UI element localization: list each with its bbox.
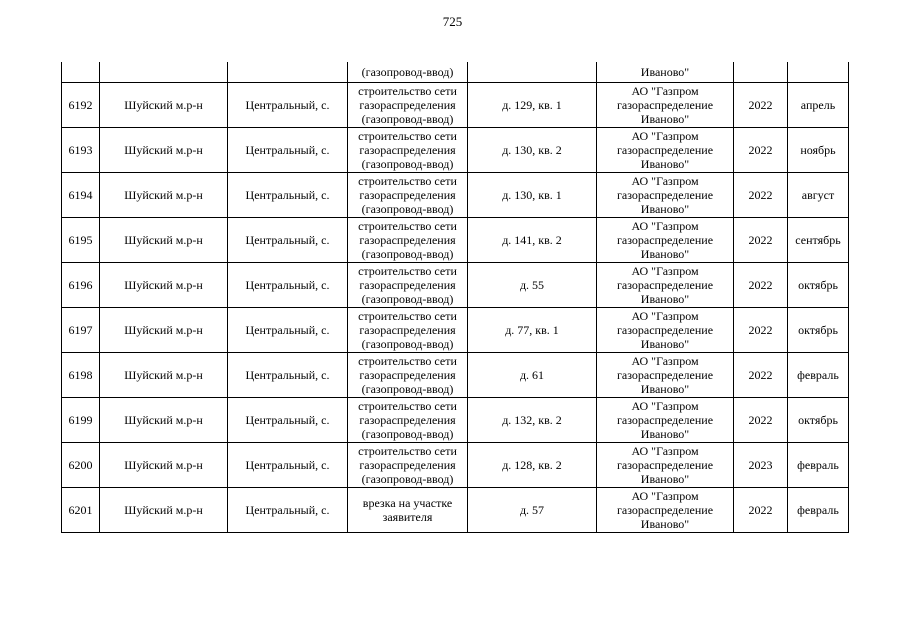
cell-address: д. 61 [468,353,597,398]
cell-work-type-line: строительство сети [358,218,457,233]
cell-work-type-line: строительство сети [358,263,457,278]
cell-work-type-line: газораспределения [359,322,456,337]
cell-work-type-line: газораспределения [359,277,456,292]
cell-work-type-line: врезка на участке [362,495,453,510]
cell-organization-line: АО "Газпром [631,128,699,143]
cell-year: 2022 [734,83,788,128]
cell-year: 2023 [734,443,788,488]
cell-organization-line: АО "Газпром [631,83,699,98]
cell-address: д. 129, кв. 1 [468,83,597,128]
cell-work-type [348,398,468,443]
cell-address: д. 130, кв. 1 [468,173,597,218]
cell-organization-line: Иваново" [640,202,690,217]
table-row [62,488,849,533]
cell-work-type-line: (газопровод-ввод) [361,247,454,262]
cell-district: Шуйский м.р-н [100,488,228,533]
cell-settlement: Центральный, с. [228,128,348,173]
cell-organization-line: газораспределение [616,142,714,157]
cell-work-type: (газопровод-ввод) [348,62,468,83]
cell-district: Шуйский м.р-н [100,173,228,218]
cell-organization-line: Иваново" [640,337,690,352]
table-row-continuation [62,62,849,83]
cell-work-type-line: (газопровод-ввод) [361,112,454,127]
cell-settlement: Центральный, с. [228,308,348,353]
cell-organization-line: Иваново" [640,472,690,487]
cell-organization-line: газораспределение [616,367,714,382]
cell-address: д. 55 [468,263,597,308]
cell-address: д. 130, кв. 2 [468,128,597,173]
cell-month: октябрь [788,308,849,353]
cell-num: 6200 [62,443,100,488]
cell-month: октябрь [788,398,849,443]
cell-organization-line: газораспределение [616,187,714,202]
cell-work-type [348,443,468,488]
cell-num [62,62,100,83]
table-row [62,308,849,353]
cell-year [734,62,788,83]
cell-organization-line: Иваново" [640,382,690,397]
cell-organization-line: АО "Газпром [631,173,699,188]
cell-work-type-line: строительство сети [358,398,457,413]
table-row [62,398,849,443]
cell-organization-line: газораспределение [616,502,714,517]
cell-organization-line: Иваново" [640,157,690,172]
table-body [62,62,849,533]
cell-organization [597,398,734,443]
cell-num: 6197 [62,308,100,353]
cell-work-type-line: (газопровод-ввод) [361,292,454,307]
cell-work-type-line: строительство сети [358,83,457,98]
cell-organization [597,173,734,218]
cell-organization-line: газораспределение [616,322,714,337]
cell-organization [597,218,734,263]
cell-work-type [348,128,468,173]
cell-month: февраль [788,443,849,488]
cell-settlement: Центральный, с. [228,488,348,533]
cell-district [100,62,228,83]
cell-work-type-line: (газопровод-ввод) [361,157,454,172]
cell-district: Шуйский м.р-н [100,218,228,263]
cell-organization-line: газораспределение [616,277,714,292]
cell-work-type-line: газораспределения [359,412,456,427]
cell-settlement [228,62,348,83]
cell-organization-line: АО "Газпром [631,488,699,503]
cell-address: д. 77, кв. 1 [468,308,597,353]
cell-year: 2022 [734,173,788,218]
cell-year: 2022 [734,128,788,173]
cell-work-type-line: газораспределения [359,232,456,247]
cell-work-type [348,488,468,533]
cell-address: д. 57 [468,488,597,533]
cell-num: 6193 [62,128,100,173]
cell-work-type-line: газораспределения [359,367,456,382]
cell-organization-line: АО "Газпром [631,218,699,233]
cell-district: Шуйский м.р-н [100,308,228,353]
cell-work-type [348,173,468,218]
cell-organization-line: АО "Газпром [631,308,699,323]
cell-district: Шуйский м.р-н [100,353,228,398]
cell-organization [597,128,734,173]
cell-work-type-line: строительство сети [358,308,457,323]
cell-organization-line: газораспределение [616,457,714,472]
cell-district: Шуйский м.р-н [100,83,228,128]
cell-month: август [788,173,849,218]
cell-num: 6198 [62,353,100,398]
cell-organization-line: АО "Газпром [631,263,699,278]
cell-work-type [348,218,468,263]
cell-organization-line: Иваново" [640,427,690,442]
cell-work-type-line: строительство сети [358,443,457,458]
cell-organization [597,353,734,398]
cell-address: д. 132, кв. 2 [468,398,597,443]
cell-num: 6194 [62,173,100,218]
table-row [62,263,849,308]
cell-work-type-line: газораспределения [359,187,456,202]
cell-organization [597,83,734,128]
cell-work-type-line: строительство сети [358,128,457,143]
cell-organization: Иваново" [597,62,734,83]
cell-work-type [348,353,468,398]
cell-year: 2022 [734,218,788,263]
cell-organization [597,443,734,488]
table-row [62,443,849,488]
cell-organization-line: Иваново" [640,292,690,307]
cell-year: 2022 [734,488,788,533]
cell-organization [597,308,734,353]
cell-organization-line: газораспределение [616,412,714,427]
cell-work-type-line: строительство сети [358,353,457,368]
cell-work-type-line: (газопровод-ввод) [361,472,454,487]
cell-month: ноябрь [788,128,849,173]
cell-organization-line: газораспределение [616,97,714,112]
cell-district: Шуйский м.р-н [100,398,228,443]
cell-settlement: Центральный, с. [228,83,348,128]
cell-work-type-line: газораспределения [359,97,456,112]
cell-settlement: Центральный, с. [228,173,348,218]
cell-organization [597,263,734,308]
cell-work-type [348,263,468,308]
cell-work-type-line: (газопровод-ввод) [361,427,454,442]
cell-settlement: Центральный, с. [228,443,348,488]
page-number: 725 [442,14,463,29]
cell-organization-line: Иваново" [640,517,690,532]
cell-address [468,62,597,83]
cell-month: февраль [788,353,849,398]
cell-district: Шуйский м.р-н [100,263,228,308]
cell-num: 6199 [62,398,100,443]
cell-year: 2022 [734,308,788,353]
cell-work-type [348,83,468,128]
cell-organization-line: АО "Газпром [631,353,699,368]
cell-organization-line: Иваново" [640,247,690,262]
cell-month: февраль [788,488,849,533]
cell-num: 6201 [62,488,100,533]
cell-year: 2022 [734,263,788,308]
cell-address: д. 128, кв. 2 [468,443,597,488]
table-row [62,83,849,128]
table-row [62,173,849,218]
cell-num: 6192 [62,83,100,128]
cell-organization-line: Иваново" [640,112,690,127]
cell-work-type-line: газораспределения [359,457,456,472]
cell-year: 2022 [734,398,788,443]
cell-month: октябрь [788,263,849,308]
cell-work-type-line: газораспределения [359,142,456,157]
cell-work-type-line: заявителя [382,510,433,524]
cell-month: апрель [788,83,849,128]
cell-work-type-line: (газопровод-ввод) [361,337,454,352]
cell-organization-line: АО "Газпром [631,398,699,413]
cell-organization [597,488,734,533]
cell-settlement: Центральный, с. [228,353,348,398]
cell-settlement: Центральный, с. [228,263,348,308]
table-row [62,128,849,173]
cell-organization-line: АО "Газпром [631,443,699,458]
cell-num: 6196 [62,263,100,308]
cell-year: 2022 [734,353,788,398]
cell-district: Шуйский м.р-н [100,443,228,488]
cell-month: сентябрь [788,218,849,263]
cell-work-type-line: строительство сети [358,173,457,188]
cell-address: д. 141, кв. 2 [468,218,597,263]
cell-num: 6195 [62,218,100,263]
cell-organization-line: газораспределение [616,232,714,247]
table-row [62,353,849,398]
cell-work-type-line: (газопровод-ввод) [361,382,454,397]
cell-district: Шуйский м.р-н [100,128,228,173]
gasification-registry-table [61,62,849,533]
table-row [62,218,849,263]
cell-work-type [348,308,468,353]
cell-month [788,62,849,83]
cell-settlement: Центральный, с. [228,218,348,263]
cell-settlement: Центральный, с. [228,398,348,443]
cell-work-type-line: (газопровод-ввод) [361,202,454,217]
